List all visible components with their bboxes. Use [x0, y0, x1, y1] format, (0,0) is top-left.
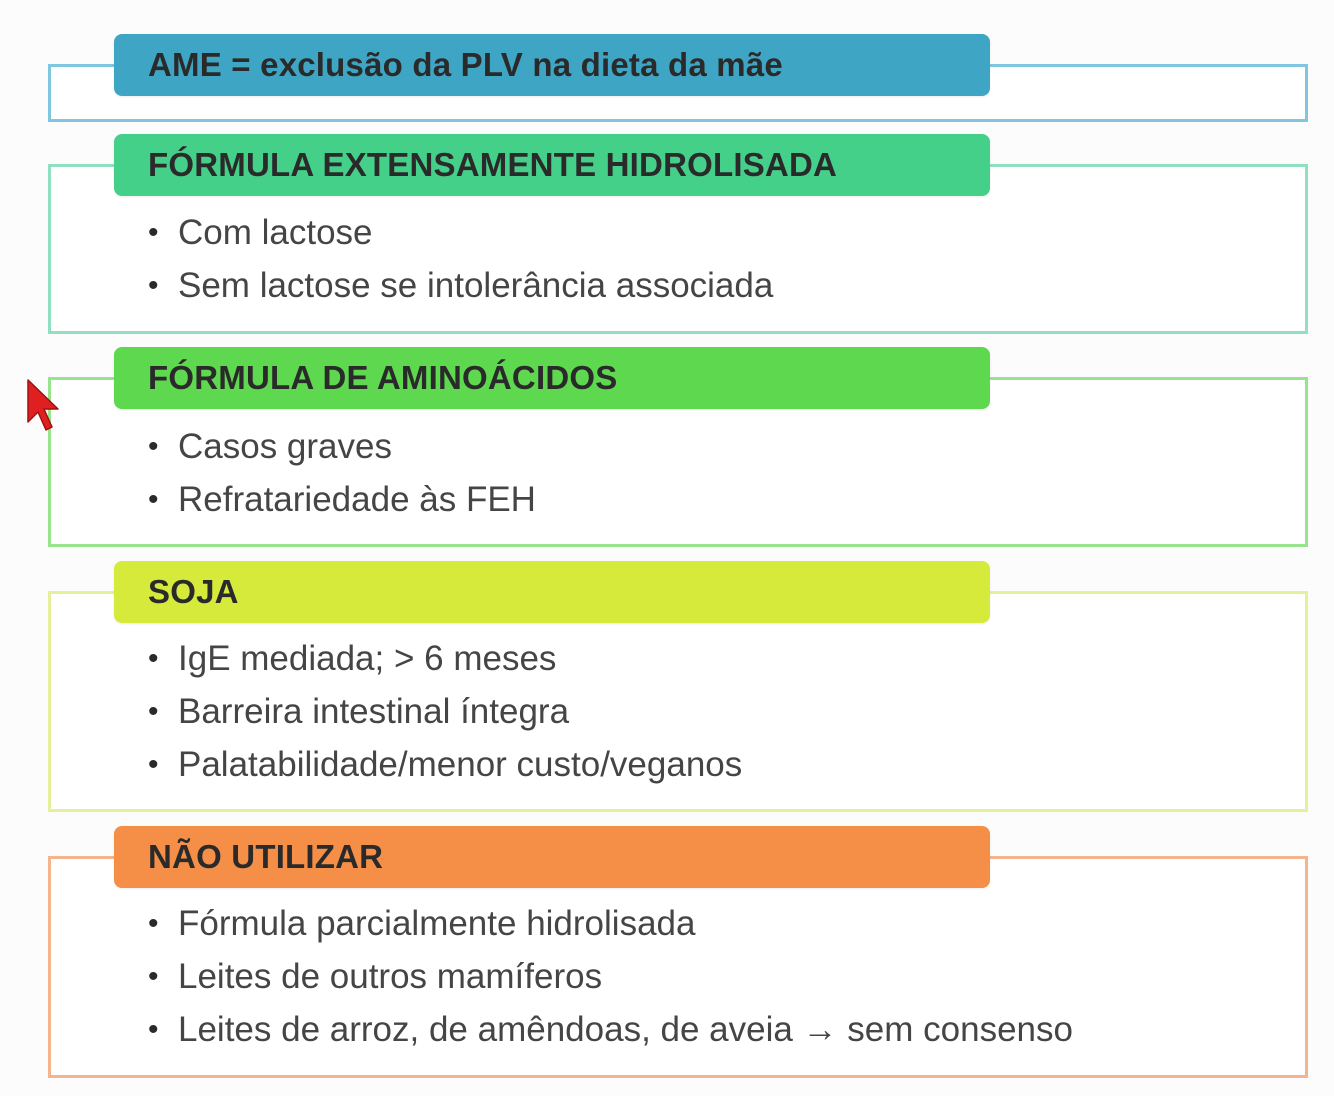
- list-item-text: IgE mediada; > 6 meses: [178, 638, 557, 678]
- bullet-icon: •: [148, 1012, 159, 1046]
- bullet-icon: •: [148, 959, 159, 993]
- list-item-text: Fórmula parcialmente hidrolisada: [178, 903, 696, 943]
- section-ame-header: AME = exclusão da PLV na dieta da mãe: [114, 34, 990, 96]
- list-item: [148, 685, 742, 738]
- section-feh-list: [148, 206, 773, 312]
- mouse-pointer-icon: [24, 378, 64, 434]
- list-item-text: Com lactose: [178, 212, 373, 252]
- section-nao-list: [148, 897, 1073, 1056]
- bullet-icon: •: [148, 215, 159, 249]
- section-nao-header: NÃO UTILIZAR: [114, 826, 990, 888]
- section-soja-list: [148, 632, 742, 791]
- list-item-text: Casos graves: [178, 426, 392, 466]
- bullet-icon: •: [148, 641, 159, 675]
- list-item: [148, 632, 742, 685]
- bullet-icon: •: [148, 694, 159, 728]
- bullet-icon: •: [148, 268, 159, 302]
- list-item: [148, 473, 536, 526]
- list-item-text: Sem lactose se intolerância associada: [178, 265, 774, 305]
- section-soja-header: SOJA: [114, 561, 990, 623]
- list-item: [148, 738, 742, 791]
- bullet-icon: •: [148, 747, 159, 781]
- list-item: [148, 420, 536, 473]
- section-amino-list: [148, 420, 536, 526]
- section-amino-header: FÓRMULA DE AMINOÁCIDOS: [114, 347, 990, 409]
- list-item-text: Refratariedade às FEH: [178, 479, 536, 519]
- list-item-text: Leites de arroz, de amêndoas, de aveia → sem consenso: [178, 1009, 1073, 1049]
- list-item: [148, 206, 773, 259]
- bullet-icon: •: [148, 429, 159, 463]
- list-item: [148, 897, 1073, 950]
- list-item: [148, 950, 1073, 1003]
- list-item-text: Palatabilidade/menor custo/veganos: [178, 744, 743, 784]
- list-item: [148, 1003, 1073, 1056]
- bullet-icon: •: [148, 482, 159, 516]
- list-item-text: Leites de outros mamíferos: [178, 956, 603, 996]
- bullet-icon: •: [148, 906, 159, 940]
- list-item: [148, 259, 773, 312]
- section-feh-header: FÓRMULA EXTENSAMENTE HIDROLISADA: [114, 134, 990, 196]
- list-item-text: Barreira intestinal íntegra: [178, 691, 570, 731]
